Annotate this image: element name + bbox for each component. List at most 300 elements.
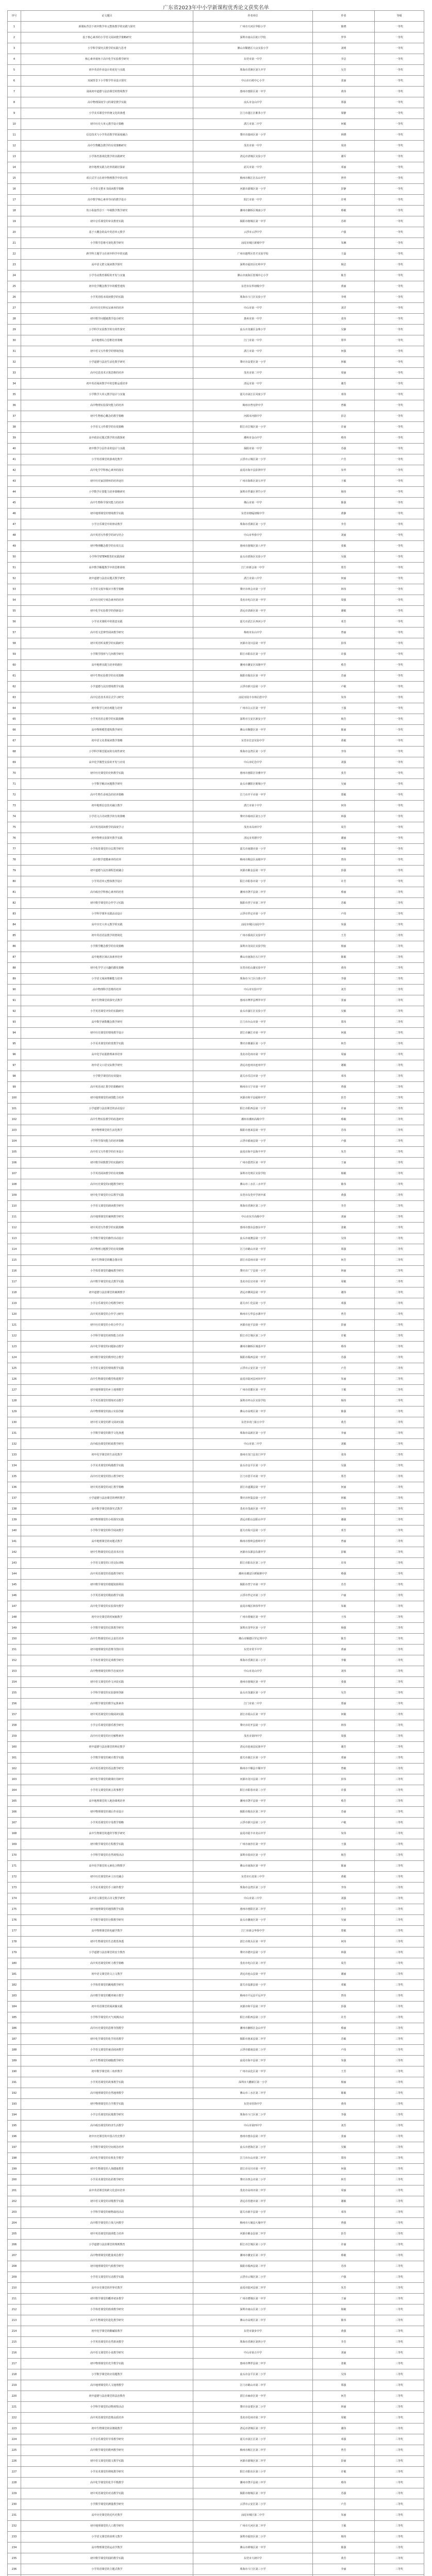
- row-title: 高中化学课堂的问题驱动教学: [21, 1342, 193, 1352]
- row-title: 小学音乐课堂的节奏教学研究: [21, 2434, 193, 2445]
- row-author: 陈敏: [313, 2088, 375, 2099]
- row-index: 97: [8, 1060, 21, 1071]
- row-grade: 一等奖: [375, 108, 424, 119]
- row-grade: 三等奖: [375, 2391, 424, 2402]
- row-unit: 广州市番禺区实验中学: [193, 930, 313, 941]
- row-unit: 珠海市香洲区第三小学: [193, 1655, 313, 1666]
- row-unit: 梅州市东山中学: [193, 628, 313, 638]
- row-index: 92: [8, 1006, 21, 1017]
- row-title: 初中英语课堂的演讲能力培养: [21, 2229, 193, 2240]
- row-unit: 湛江市第二中学: [193, 119, 313, 130]
- row-title: 高中物理课堂的运动学教学: [21, 2543, 193, 2553]
- row-index: 200: [8, 2175, 21, 2185]
- row-index: 179: [8, 1947, 21, 1958]
- row-grade: 一等奖: [375, 649, 424, 660]
- row-author: 黄强: [313, 2326, 375, 2337]
- row-title: 高中历史课堂的问题教学研究: [21, 1179, 193, 1190]
- row-grade: 一等奖: [375, 184, 424, 195]
- row-unit: 佛山市禅城区第一中学: [193, 2543, 313, 2553]
- row-index: 5: [8, 65, 21, 76]
- row-index: 191: [8, 2077, 21, 2088]
- row-title: 小学科学课堂的天气观测活动: [21, 2012, 193, 2023]
- row-author: 曾丽: [313, 628, 375, 638]
- row-title: 高中物理课堂的演示实验创新: [21, 1406, 193, 1417]
- table-row: [8, 649, 424, 660]
- row-grade: 一等奖: [375, 465, 424, 476]
- row-title: 基于大概念的高中英语单元教学: [21, 227, 193, 238]
- row-author: 谢伟: [313, 1287, 375, 1298]
- table-row: [8, 206, 424, 216]
- row-grade: 三等奖: [375, 2478, 424, 2488]
- table-row: [8, 985, 424, 995]
- row-grade: 二等奖: [375, 1569, 424, 1580]
- row-title: 小学科学课堂的观察能力培养: [21, 1331, 193, 1342]
- row-title: 小学体育课堂的分层教学研究: [21, 844, 193, 855]
- row-author: 彭伟: [313, 638, 375, 649]
- row-title: 初中语文课堂的群文阅读实践: [21, 1417, 193, 1428]
- row-author: 杨伟: [313, 487, 375, 498]
- table-row: [8, 573, 424, 584]
- row-author: 曾敏: [313, 400, 375, 411]
- row-grade: 二等奖: [375, 898, 424, 909]
- table-row: [8, 2207, 424, 2218]
- row-index: 218: [8, 2369, 21, 2380]
- row-title: 高中数学函数概念教学研究: [21, 1017, 193, 1028]
- table-row: [8, 1028, 424, 1039]
- row-unit: 湛江市第一中学: [193, 346, 313, 357]
- row-author: 王丽: [313, 1158, 375, 1168]
- table-row: [8, 671, 424, 682]
- row-unit: 阳江市阳东区第三小学: [193, 2467, 313, 2478]
- row-title: 初中物理课堂的小组探究实践: [21, 1515, 193, 1526]
- row-author: 许强: [313, 649, 375, 660]
- row-author: 杨丽: [313, 2077, 375, 2088]
- row-unit: 揭阳市揭西县第一中学: [193, 1352, 313, 1363]
- row-grade: 二等奖: [375, 930, 424, 941]
- row-grade: 一等奖: [375, 76, 424, 87]
- row-grade: 二等奖: [375, 963, 424, 974]
- table-row: [8, 2066, 424, 2077]
- row-unit: 清远市佛冈县第一中学: [193, 1287, 313, 1298]
- row-unit: 江门市鹤山市第一中学: [193, 1244, 313, 1255]
- row-author: 刘丽: [313, 1212, 375, 1223]
- row-grade: 一等奖: [375, 422, 424, 433]
- row-title: 高中英语阅读教学的深度学习: [21, 822, 193, 833]
- table-row: [8, 43, 424, 54]
- row-unit: 江门市台山市第一中学: [193, 1017, 313, 1028]
- header-title: 论文题目: [21, 11, 193, 22]
- row-unit: 肇庆市德庆县第一小学: [193, 1947, 313, 1958]
- row-unit: 阳江市阳春市第一小学: [193, 876, 313, 887]
- row-title: 小学科学探究能力的培养策略: [21, 1136, 193, 1147]
- table-row: [8, 389, 424, 400]
- row-title: 高中物理课堂的科学态度培养: [21, 1666, 193, 1677]
- row-author: 吴丽: [313, 779, 375, 790]
- row-author: 谢敏: [313, 2196, 375, 2207]
- row-title: 初中物理概念教学的有效方法: [21, 541, 193, 552]
- table-row: [8, 270, 424, 281]
- row-author: 刘敏: [313, 1439, 375, 1450]
- row-author: 陈强: [313, 1406, 375, 1417]
- row-title: 初中语文课堂的诗歌教学实践: [21, 2196, 193, 2207]
- row-index: 174: [8, 1893, 21, 1904]
- row-grade: 三等奖: [375, 2564, 424, 2575]
- row-unit: 珠海市金湾区第二小学: [193, 1883, 313, 1893]
- row-unit: 云浮市郁南县第二小学: [193, 2045, 313, 2056]
- row-index: 222: [8, 2413, 21, 2424]
- row-author: 何强: [313, 1028, 375, 1039]
- row-title: 高中英语课堂的合作学习研究: [21, 1309, 193, 1320]
- row-index: 226: [8, 2456, 21, 2467]
- table-row: [8, 2056, 424, 2066]
- row-unit: 珠海市香洲区第九中学: [193, 65, 313, 76]
- row-title: 高中物理课堂的能量观念教学: [21, 2250, 193, 2261]
- table-row: [8, 184, 424, 195]
- table-row: [8, 1201, 424, 1212]
- table-row: [8, 1439, 424, 1450]
- table-row: [8, 638, 424, 649]
- table-row: [8, 314, 424, 325]
- row-index: 150: [8, 1634, 21, 1645]
- row-author: 黄芳: [313, 1417, 375, 1428]
- row-grade: 二等奖: [375, 1655, 424, 1666]
- row-index: 128: [8, 1396, 21, 1406]
- row-index: 37: [8, 411, 21, 422]
- row-title: 小学英语课堂的字母教学策略: [21, 1818, 193, 1828]
- row-unit: 汕尾市海丰县彭湃中学: [193, 465, 313, 476]
- row-index: 30: [8, 335, 21, 346]
- row-title: 小学语文整本书阅读教学策略: [21, 184, 193, 195]
- row-title: 高中地理实践力培养的路径: [21, 660, 193, 671]
- row-index: 224: [8, 2434, 21, 2445]
- row-grade: 三等奖: [375, 1839, 424, 1850]
- row-grade: 三等奖: [375, 1883, 424, 1893]
- table-row: [8, 195, 424, 206]
- row-unit: 江门市开平市第一中学: [193, 790, 313, 801]
- row-title: 初中英语作业设计的优化与实践: [21, 65, 193, 76]
- row-author: 朱伟: [313, 1828, 375, 1839]
- row-index: 141: [8, 1536, 21, 1547]
- row-author: 郑华: [313, 335, 375, 346]
- table-row: [8, 65, 424, 76]
- row-title: 高中数学课堂的概率统计教学: [21, 1991, 193, 2002]
- row-title: 小学科学STEM教育的实践探索: [21, 552, 193, 563]
- row-index: 108: [8, 1179, 21, 1190]
- table-row: [8, 2045, 424, 2056]
- row-author: 吴强: [313, 552, 375, 563]
- row-unit: 茂名市电白区第一中学: [193, 595, 313, 606]
- row-grade: 一等奖: [375, 876, 424, 887]
- row-index: 178: [8, 1937, 21, 1947]
- row-author: 张芳: [313, 768, 375, 779]
- row-unit: 汕尾市城区第二中学: [193, 2510, 313, 2521]
- row-title: 高中地理课堂的人文地理教学: [21, 2380, 193, 2391]
- row-title: 初中历史课堂的小组合作学习: [21, 1320, 193, 1331]
- row-title: 高中地理区域认知素养培养: [21, 952, 193, 963]
- row-index: 3: [8, 43, 21, 54]
- row-title: 双减背景下小学数学作业设计探究: [21, 76, 193, 87]
- row-index: 194: [8, 2110, 21, 2121]
- row-author: 邓强: [313, 2434, 375, 2445]
- row-author: 何丽: [313, 1482, 375, 1493]
- row-index: 112: [8, 1223, 21, 1233]
- row-index: 142: [8, 1547, 21, 1558]
- row-grade: 一等奖: [375, 573, 424, 584]
- row-index: 16: [8, 184, 21, 195]
- row-unit: 清远市清城区第二中学: [193, 2424, 313, 2434]
- table-row: [8, 2532, 424, 2543]
- row-author: 卢强: [313, 1136, 375, 1147]
- row-index: 172: [8, 1872, 21, 1883]
- row-author: 陈伟: [313, 1179, 375, 1190]
- row-title: 初中物理课堂的光学教学实践: [21, 2359, 193, 2369]
- row-index: 183: [8, 1991, 21, 2002]
- row-index: 105: [8, 1147, 21, 1158]
- row-unit: 佛山市高明区第二中学: [193, 2315, 313, 2326]
- row-grade: 三等奖: [375, 2456, 424, 2467]
- row-grade: 三等奖: [375, 2532, 424, 2543]
- row-unit: 河源市源城区第二中学: [193, 2456, 313, 2467]
- row-title: 跨学科主题学习在初中科学中的实践: [21, 249, 193, 260]
- row-author: 黄丽: [313, 1645, 375, 1655]
- row-grade: 二等奖: [375, 985, 424, 995]
- row-author: 李芳: [313, 2337, 375, 2348]
- table-row: [8, 930, 424, 941]
- row-grade: 一等奖: [375, 368, 424, 379]
- table-row: [8, 2402, 424, 2413]
- row-title: 初中物理课堂的课后作业设计: [21, 1807, 193, 1818]
- row-unit: 潮州市潮安区颜锡祺中学: [193, 1569, 313, 1580]
- row-grade: 一等奖: [375, 130, 424, 141]
- row-title: 小学音乐课堂的器乐教学研究: [21, 1720, 193, 1731]
- row-grade: 二等奖: [375, 1201, 424, 1212]
- row-index: 230: [8, 2499, 21, 2510]
- row-grade: 一等奖: [375, 703, 424, 714]
- row-author: 朱伟: [313, 692, 375, 703]
- row-unit: 肇庆市四会市第一小学: [193, 584, 313, 595]
- table-row: [8, 433, 424, 444]
- row-grade: 三等奖: [375, 1850, 424, 1861]
- row-author: 谢芳: [313, 1742, 375, 1753]
- table-row: [8, 2229, 424, 2240]
- row-unit: 深圳市南山区蛇口学校: [193, 32, 313, 43]
- row-unit: 汕头市南澳县第一小学: [193, 1233, 313, 1244]
- row-title: 小学科学探究式教学的实践与思考: [21, 43, 193, 54]
- row-index: 103: [8, 1125, 21, 1136]
- row-grade: 一等奖: [375, 325, 424, 335]
- table-row: [8, 811, 424, 822]
- row-unit: 广州市花都区第一中学: [193, 1385, 313, 1396]
- row-unit: 阳江市阳春市第二小学: [193, 1785, 313, 1796]
- row-grade: 二等奖: [375, 1233, 424, 1244]
- table-row: [8, 1904, 424, 1915]
- row-title: 小学数学课堂的数学文化渗透: [21, 1428, 193, 1439]
- row-index: 12: [8, 141, 21, 151]
- row-author: 蔡敏: [313, 2250, 375, 2261]
- row-author: 刘芳: [313, 985, 375, 995]
- row-unit: 深圳市大鹏新区第一小学: [193, 2077, 313, 2088]
- row-author: 王丽: [313, 2294, 375, 2304]
- row-grade: 一等奖: [375, 519, 424, 530]
- row-author: 朱丽: [313, 1374, 375, 1385]
- row-index: 199: [8, 2164, 21, 2175]
- row-grade: 二等奖: [375, 1244, 424, 1255]
- row-title: 高中物理实验探究能力的培养: [21, 400, 193, 411]
- row-unit: 河源市和平县福和中学: [193, 1093, 313, 1104]
- row-title: 高中语文课堂的小说教学研究: [21, 2348, 193, 2359]
- row-index: 171: [8, 1861, 21, 1872]
- row-author: 刘芳: [313, 2121, 375, 2131]
- row-grade: 一等奖: [375, 844, 424, 855]
- row-title: 高中地理课堂的问题式教学: [21, 1536, 193, 1547]
- row-index: 154: [8, 1677, 21, 1688]
- table-row: [8, 97, 424, 108]
- row-author: 彭敏: [313, 1547, 375, 1558]
- row-index: 33: [8, 368, 21, 379]
- row-author: 曾华: [313, 173, 375, 184]
- row-unit: 清远市英德中学: [193, 833, 313, 844]
- row-author: 黄芳: [313, 2553, 375, 2564]
- row-unit: 阳江市江城区第一小学: [193, 422, 313, 433]
- row-index: 143: [8, 1558, 21, 1569]
- row-unit: 清远市连南县民族中学: [193, 1742, 313, 1753]
- row-unit: 汕尾市陆河县第二中学: [193, 2283, 313, 2294]
- row-author: 黄伟: [313, 87, 375, 97]
- row-author: 林晓: [313, 130, 375, 141]
- row-author: 苏丽: [313, 671, 375, 682]
- table-row: [8, 1147, 424, 1158]
- row-title: 小学语文阅读理解能力培养: [21, 974, 193, 985]
- table-row: [8, 1699, 424, 1709]
- row-author: 卢丽: [313, 1590, 375, 1601]
- row-index: 69: [8, 757, 21, 768]
- row-author: 蔡伟: [313, 2478, 375, 2488]
- row-index: 93: [8, 1017, 21, 1028]
- row-index: 152: [8, 1655, 21, 1666]
- row-index: 50: [8, 552, 21, 563]
- row-title: 高中物理深度学习的课堂教学实践: [21, 97, 193, 108]
- row-author: 邓敏: [313, 844, 375, 855]
- row-unit: 肇庆市端州区第五小学: [193, 811, 313, 822]
- row-grade: 二等奖: [375, 1223, 424, 1233]
- row-author: 彭洁: [313, 411, 375, 422]
- row-grade: 三等奖: [375, 2175, 424, 2185]
- row-index: 18: [8, 206, 21, 216]
- row-grade: 二等奖: [375, 1287, 424, 1298]
- row-title: 初中音乐课堂的审美教育实践: [21, 216, 193, 227]
- row-title: 初中数学课堂的圆的教学实践: [21, 2553, 193, 2564]
- row-unit: 河源市紫金县第一中学: [193, 866, 313, 876]
- table-row: [8, 325, 424, 335]
- row-title: 初中数学几何直观能力培养: [21, 703, 193, 714]
- row-grade: 三等奖: [375, 2002, 424, 2012]
- row-title: 高中英语词汇教学的策略研究: [21, 1082, 193, 1093]
- row-unit: 中山市龙山中学: [193, 1666, 313, 1677]
- table-row: [8, 2272, 424, 2283]
- row-title: 高中地理综合思维培养策略: [21, 335, 193, 346]
- row-title: 初中地理课堂的气候教学研究: [21, 2261, 193, 2272]
- row-title: 高中历史课堂的历史解释素养: [21, 1731, 193, 1742]
- row-author: 林芳: [313, 1039, 375, 1049]
- table-row: [8, 1753, 424, 1764]
- row-title: 小学英语单元整体教学设计: [21, 876, 193, 887]
- row-author: 彭丽: [313, 2456, 375, 2467]
- row-index: 71: [8, 779, 21, 790]
- row-grade: 三等奖: [375, 2196, 424, 2207]
- row-unit: 中山市实验中学: [193, 985, 313, 995]
- row-author: 吴伟: [313, 1233, 375, 1244]
- row-title: 高中物理科学思维的培养: [21, 985, 193, 995]
- row-unit: 深圳市盐田区第一小学: [193, 1850, 313, 1861]
- table-row: [8, 1331, 424, 1342]
- row-unit: 阳江市阳东区第一小学: [193, 649, 313, 660]
- row-grade: 二等奖: [375, 1515, 424, 1526]
- row-index: 208: [8, 2261, 21, 2272]
- row-author: 杨芳: [313, 714, 375, 725]
- row-title: 初中历史课堂的史料教学实践: [21, 768, 193, 779]
- row-index: 188: [8, 2045, 21, 2056]
- table-row: [8, 1049, 424, 1060]
- table-row: [8, 1071, 424, 1082]
- row-grade: 二等奖: [375, 887, 424, 898]
- row-author: 林强: [313, 1947, 375, 1958]
- row-author: 彭丽: [313, 1320, 375, 1331]
- row-author: 苏敏: [313, 2034, 375, 2045]
- row-author: 许芳: [313, 2012, 375, 2023]
- table-row: [8, 2304, 424, 2315]
- row-title: 小学语文低年级识字教学策略: [21, 584, 193, 595]
- row-grade: 二等奖: [375, 1677, 424, 1688]
- row-index: 223: [8, 2424, 21, 2434]
- row-unit: 茂名市化州市第二中学: [193, 2413, 313, 2424]
- row-unit: 汕尾市城区新城中学: [193, 238, 313, 249]
- row-title: 小学美术课堂的剪纸教学研究: [21, 2467, 193, 2478]
- table-row: [8, 2121, 424, 2131]
- row-title: 小学数学课堂的有效提问: [21, 1071, 193, 1082]
- row-grade: 三等奖: [375, 2066, 424, 2077]
- row-index: 9: [8, 108, 21, 119]
- row-index: 65: [8, 714, 21, 725]
- row-author: 谢敏: [313, 606, 375, 617]
- row-grade: 一等奖: [375, 855, 424, 866]
- table-row: [8, 1352, 424, 1363]
- row-author: 郑丽: [313, 1699, 375, 1709]
- row-author: 李芳: [313, 519, 375, 530]
- row-author: 王伟: [313, 1612, 375, 1623]
- table-row: [8, 2099, 424, 2110]
- row-grade: 三等奖: [375, 1828, 424, 1839]
- row-title: 小学英语课堂的歌曲教学实践: [21, 1590, 193, 1601]
- row-index: 170: [8, 1850, 21, 1861]
- row-unit: 珠海市香洲区第二小学: [193, 1201, 313, 1212]
- table-row: [8, 2002, 424, 2012]
- table-row: [8, 357, 424, 368]
- table-row: [8, 1428, 424, 1439]
- row-unit: 揭阳市揭西县第二中学: [193, 2261, 313, 2272]
- row-author: 李敏: [313, 1655, 375, 1666]
- table-row: [8, 2164, 424, 2175]
- row-title: 信息技术与小学英语教学的深度融合: [21, 130, 193, 141]
- row-index: 232: [8, 2521, 21, 2532]
- row-unit: 阳江市第一中学: [193, 195, 313, 206]
- row-grade: 一等奖: [375, 151, 424, 162]
- row-unit: 佛山市南海区第一中学: [193, 1861, 313, 1872]
- table-row: [8, 519, 424, 530]
- row-unit: 东莞市虎门第五中学: [193, 1417, 313, 1428]
- row-title: 初中道德与法治课堂的法治教育: [21, 2391, 193, 2402]
- row-index: 147: [8, 1601, 21, 1612]
- row-index: 72: [8, 790, 21, 801]
